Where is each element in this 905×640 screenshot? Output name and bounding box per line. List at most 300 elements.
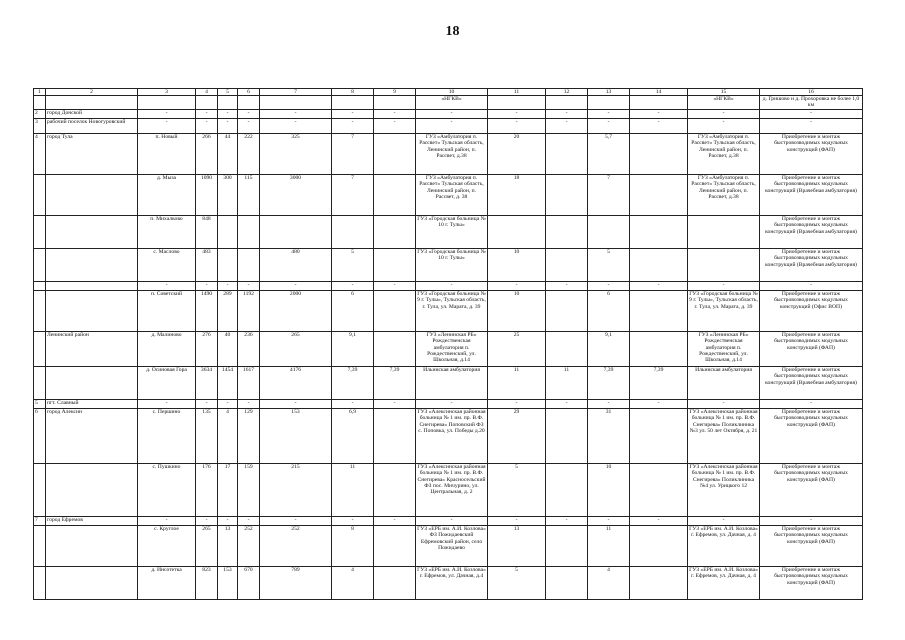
table-cell: 7,39 <box>374 367 416 400</box>
table-cell <box>34 526 46 567</box>
table-cell: ГУЗ «Ленинская РБ» Рождественская амбулатория п. Рождественский, ул. Школьная, д.14 <box>416 332 488 367</box>
table-cell: - <box>332 400 374 409</box>
table-cell: ГУЗ «Алексинская районная больница № 1 им. пр. В.Ф. Снегирева» Поликлиника №3 ул. 50 лет Октября, д. 21 <box>688 409 760 464</box>
table-cell <box>374 567 416 600</box>
table-cell <box>46 567 138 600</box>
table-cell: 9,1 <box>332 332 374 367</box>
table-cell: д. Осиновая Гора <box>138 367 196 400</box>
table-cell: «НГКВ» <box>416 96 488 110</box>
table-cell <box>546 526 588 567</box>
table-cell: 2 <box>34 110 46 119</box>
table-cell <box>546 464 588 517</box>
table-cell: - <box>588 282 630 291</box>
table-cell: 289 <box>218 291 238 332</box>
table-row <box>34 249 863 282</box>
table-cell: 789 <box>260 567 332 600</box>
table-cell: 3634 <box>196 367 218 400</box>
table-cell: - <box>196 282 218 291</box>
table-cell: - <box>630 110 688 119</box>
table-cell: 31 <box>588 409 630 464</box>
table-row <box>34 332 863 367</box>
table-cell <box>630 175 688 216</box>
table-cell: ГУЗ «Алексинская районная больница № 1 им. пр. В.Ф. Снегирева» Красносельский ФЗ пос. Мичурино, ул. Центральная, д. 2 <box>416 464 488 517</box>
table-cell: п. Советский <box>138 291 196 332</box>
table-cell: 265 <box>260 332 332 367</box>
column-number: 10 <box>416 89 488 96</box>
table-cell: - <box>588 517 630 526</box>
table-cell: 7 <box>588 175 630 216</box>
table-cell <box>546 134 588 175</box>
table-cell <box>196 96 218 110</box>
table-cell: - <box>138 119 196 134</box>
table-cell <box>46 464 138 517</box>
table-cell: Ильинская амбулатория <box>688 367 760 400</box>
table-cell: 29 <box>488 409 546 464</box>
table-cell: с. Першино <box>138 409 196 464</box>
table-cell: Приобретение и монтаж быстровозводимых модульных конструкций (Врачебная амбулатория) <box>760 175 863 216</box>
table-cell <box>588 216 630 249</box>
table-cell: ГУЗ «Городская больница № 10 г. Тулы» <box>416 216 488 249</box>
table-cell: - <box>196 119 218 134</box>
table-cell: - <box>196 517 218 526</box>
table-cell: - <box>588 400 630 409</box>
column-number: 5 <box>218 89 238 96</box>
table-row <box>34 291 863 332</box>
table-cell: - <box>760 110 863 119</box>
table-cell: Приобретение и монтаж быстровозводимых модульных конструкций (Врачебная амбулатория) <box>760 367 863 400</box>
table-cell: с. Круглое <box>138 526 196 567</box>
table-cell: 265 <box>196 526 218 567</box>
table-cell: - <box>546 517 588 526</box>
table-cell <box>374 216 416 249</box>
table-cell: 5 <box>488 464 546 517</box>
table-cell: Приобретение и монтаж быстровозводимых модульных конструкций (ФАП) <box>760 567 863 600</box>
table-cell: - <box>196 400 218 409</box>
table-cell: - <box>218 119 238 134</box>
table-cell: 20 <box>488 134 546 175</box>
table-cell: 5 <box>34 400 46 409</box>
table-cell: - <box>546 119 588 134</box>
table-cell: ГУЗ «Алексинская районная больница № 1 им. пр. В.Ф. Снегирева» Поповский ФЗ с. Поповка, ул. Победы д.20 <box>416 409 488 464</box>
table-cell <box>238 249 260 282</box>
table-cell: 4 <box>588 567 630 600</box>
table-cell: ГУЗ «ЕРБ им. А.И. Козлова» ФЗ Пожидаевский Ефремовский район, село Пожидаево <box>416 526 488 567</box>
table-cell: - <box>688 282 760 291</box>
table-cell <box>630 409 688 464</box>
table-cell: 135 <box>196 409 218 464</box>
table-cell: - <box>374 282 416 291</box>
table-cell: 4 <box>332 567 374 600</box>
table-cell: - <box>260 517 332 526</box>
table-cell <box>546 175 588 216</box>
table-cell: Ленинский район <box>46 332 138 367</box>
table-cell <box>34 567 46 600</box>
table-cell: 823 <box>196 567 218 600</box>
table-cell: 1192 <box>238 291 260 332</box>
table-cell: 115 <box>238 175 260 216</box>
table-cell: - <box>238 282 260 291</box>
table-cell: 2000 <box>260 291 332 332</box>
table-cell: 6 <box>588 291 630 332</box>
table-cell: - <box>238 119 260 134</box>
table-cell <box>34 282 46 291</box>
table-cell: - <box>332 110 374 119</box>
table-cell: Приобретение и монтаж быстровозводимых модульных конструкций (ФАП) <box>760 134 863 175</box>
table-cell: - <box>218 400 238 409</box>
table-cell <box>34 332 46 367</box>
table-cell: Приобретение и монтаж быстровозводимых модульных конструкций (ФАП) <box>760 464 863 517</box>
table-row <box>34 464 863 517</box>
table-cell: 848 <box>196 216 218 249</box>
table-cell: - <box>332 282 374 291</box>
table-cell: д. Малиново <box>138 332 196 367</box>
table-cell: 18 <box>488 175 546 216</box>
table-cell <box>34 175 46 216</box>
table-cell <box>46 249 138 282</box>
table-cell: 40 <box>218 332 238 367</box>
table-row <box>34 110 863 119</box>
table-cell: Приобретение и монтаж быстровозводимых модульных конструкций (ФАП) <box>760 409 863 464</box>
column-number: 14 <box>630 89 688 96</box>
table-cell <box>332 216 374 249</box>
table-cell: ГУЗ «ЕРБ им. А.И. Козлова» г. Ефремов, ул. Дачная, д.4 <box>416 567 488 600</box>
table-cell <box>46 96 138 110</box>
column-number: 15 <box>688 89 760 96</box>
table-cell: - <box>488 110 546 119</box>
column-number: 3 <box>138 89 196 96</box>
table-cell <box>546 291 588 332</box>
table-cell <box>46 367 138 400</box>
table-cell: - <box>630 400 688 409</box>
table-cell <box>218 249 238 282</box>
table-cell <box>34 464 46 517</box>
table-cell: 222 <box>238 134 260 175</box>
table-cell: ГУЗ «ЕРБ им. А.И. Козлова» г. Ефремов, ул. Дачная, д. 4 <box>688 567 760 600</box>
table-cell <box>630 567 688 600</box>
table-cell: - <box>218 517 238 526</box>
table-cell: с. Маслово <box>138 249 196 282</box>
table-cell: 325 <box>260 134 332 175</box>
table-cell <box>630 464 688 517</box>
table-cell <box>630 332 688 367</box>
table-row <box>34 175 863 216</box>
table-cell <box>34 96 46 110</box>
table-cell <box>374 291 416 332</box>
table-cell: Приобретение и монтаж быстровозводимых модульных конструкций (Врачебная амбулатория) <box>760 249 863 282</box>
column-number: 1 <box>34 89 46 96</box>
table-cell: - <box>688 517 760 526</box>
table-cell <box>374 526 416 567</box>
table-cell: 25 <box>488 332 546 367</box>
table-cell: 1490 <box>196 291 218 332</box>
table-cell: - <box>196 110 218 119</box>
table-row <box>34 96 863 110</box>
table-cell: 6 <box>332 291 374 332</box>
table-cell: 9,1 <box>588 332 630 367</box>
table-cell: город Ефремов <box>46 517 138 526</box>
table-cell: Приобретение и монтаж быстровозводимых модульных конструкций (Офис ВОП) <box>760 291 863 332</box>
table-cell: ГУЗ «Городская больница № 9 г. Тулы», Тульская область, г. Тула, ул. Марата, д. 39 <box>416 291 488 332</box>
table-cell: 266 <box>196 134 218 175</box>
table-cell: 6,9 <box>332 409 374 464</box>
table-row <box>34 526 863 567</box>
table-cell <box>34 367 46 400</box>
table-cell: 5 <box>332 249 374 282</box>
table-cell <box>46 291 138 332</box>
table-cell: 3000 <box>260 175 332 216</box>
table-cell: - <box>374 517 416 526</box>
table-cell <box>688 249 760 282</box>
table-cell: - <box>488 400 546 409</box>
table-cell: - <box>218 282 238 291</box>
table-cell: 10 <box>588 464 630 517</box>
table-cell: 44 <box>218 134 238 175</box>
column-number: 6 <box>238 89 260 96</box>
table-cell: - <box>416 282 488 291</box>
table-row <box>34 119 863 134</box>
table-cell <box>374 464 416 517</box>
table-cell: 5 <box>488 567 546 600</box>
table-cell: город Тула <box>46 134 138 175</box>
table-cell: - <box>588 119 630 134</box>
table-row <box>34 282 863 291</box>
table-cell <box>374 134 416 175</box>
table-row <box>34 367 863 400</box>
table-cell <box>46 216 138 249</box>
table-cell: - <box>260 400 332 409</box>
table-cell: - <box>238 400 260 409</box>
table-cell: 670 <box>238 567 260 600</box>
table-cell <box>374 175 416 216</box>
table-cell: 4 <box>34 134 46 175</box>
table-row <box>34 216 863 249</box>
table-cell: 3 <box>34 119 46 134</box>
table-cell <box>546 409 588 464</box>
table-row <box>34 517 863 526</box>
table-cell <box>46 282 138 291</box>
table-cell: 4176 <box>260 367 332 400</box>
table-cell: 159 <box>238 464 260 517</box>
table-row <box>34 567 863 600</box>
table-cell: ГУЗ «Амбулатория п. Рассвет» Тульская область, Ленинский район, п. Рассвет, д.38 <box>416 134 488 175</box>
table-cell: 11 <box>546 367 588 400</box>
table-cell: 13 <box>218 526 238 567</box>
table-cell <box>218 216 238 249</box>
table-cell: д. Гришово и д. Прохоровка не более 1,0 км <box>760 96 863 110</box>
table-cell: 129 <box>238 409 260 464</box>
table-cell: - <box>488 517 546 526</box>
table-cell: 300 <box>218 175 238 216</box>
table-cell: - <box>260 282 332 291</box>
table-cell: 17 <box>218 464 238 517</box>
table-cell <box>630 96 688 110</box>
table-cell: 480 <box>260 249 332 282</box>
table-cell: город Алексин <box>46 409 138 464</box>
header-row <box>34 89 863 96</box>
table-cell <box>546 567 588 600</box>
table-cell: - <box>760 400 863 409</box>
table-cell: - <box>416 119 488 134</box>
table-cell <box>546 249 588 282</box>
table-cell: д. Инсотетка <box>138 567 196 600</box>
table-cell: - <box>138 400 196 409</box>
table-cell: 153 <box>260 409 332 464</box>
table-cell: Приобретение и монтаж быстровозводимых модульных конструкций (Врачебная амбулатория) <box>760 216 863 249</box>
table-cell: 7,39 <box>332 367 374 400</box>
table-cell: 252 <box>260 526 332 567</box>
page-number: 18 <box>445 24 460 39</box>
table-cell: 276 <box>196 332 218 367</box>
table-cell: 11 <box>332 464 374 517</box>
column-number: 11 <box>488 89 546 96</box>
table-cell: 7 <box>34 517 46 526</box>
table-cell <box>630 134 688 175</box>
column-number: 8 <box>332 89 374 96</box>
table-cell: 8 <box>332 526 374 567</box>
table-cell: ГУЗ «Амбулатория п. Рассвет» Тульская область, Ленинский район, п. Рассвет, д.38 <box>688 134 760 175</box>
table-cell: - <box>138 110 196 119</box>
table-cell: с. Пушкино <box>138 464 196 517</box>
table-cell: - <box>138 517 196 526</box>
table-cell: п. Новый <box>138 134 196 175</box>
column-number: 16 <box>760 89 863 96</box>
table-cell: ГУЗ «Амбулатория п. Рассвет» Тульская область, Ленинский район, п. Рассвет, д. 38 <box>416 175 488 216</box>
table-cell: 483 <box>196 249 218 282</box>
table-cell: - <box>138 282 196 291</box>
table-cell: 6 <box>34 409 46 464</box>
table-cell: 5,7 <box>588 134 630 175</box>
table-cell: 1617 <box>238 367 260 400</box>
table-cell <box>630 216 688 249</box>
table-cell: 4 <box>218 409 238 464</box>
table-cell: - <box>630 119 688 134</box>
table-cell: п. Михалково <box>138 216 196 249</box>
table-cell <box>374 96 416 110</box>
table-cell: д. Мыза <box>138 175 196 216</box>
table-cell: пгт. Славный <box>46 400 138 409</box>
table-cell <box>630 526 688 567</box>
table-cell: - <box>546 282 588 291</box>
table-cell: - <box>238 110 260 119</box>
table-cell: ГУЗ «ЕРБ им. А.И. Козлова» г. Ефремов, ул. Дачная, д. 4 <box>688 526 760 567</box>
table-cell <box>546 332 588 367</box>
table-cell: 252 <box>238 526 260 567</box>
table-cell: - <box>332 517 374 526</box>
table-cell: - <box>374 110 416 119</box>
table-cell: 215 <box>260 464 332 517</box>
table-cell <box>34 216 46 249</box>
column-number: 13 <box>588 89 630 96</box>
table-cell: - <box>488 282 546 291</box>
table-cell <box>138 96 196 110</box>
table-cell <box>630 249 688 282</box>
table-cell: 7 <box>332 134 374 175</box>
table-cell: - <box>238 517 260 526</box>
table-cell <box>546 96 588 110</box>
column-number: 12 <box>546 89 588 96</box>
table-cell <box>588 96 630 110</box>
table-cell <box>238 96 260 110</box>
table-cell: 7,39 <box>588 367 630 400</box>
table-cell: ГУЗ «Алексинская районная больница № 1 им. пр. В.Ф. Снегирева» Поликлиника №4 ул. Урицкого 12 <box>688 464 760 517</box>
table-cell: 153 <box>218 567 238 600</box>
table-cell: ГУЗ «Городская больница № 9 г. Тулы», Тульская область, г. Тула, ул. Марата, д. 39 <box>688 291 760 332</box>
table-cell: - <box>630 282 688 291</box>
table-cell <box>34 249 46 282</box>
table-cell <box>488 96 546 110</box>
table-row <box>34 409 863 464</box>
table-cell: - <box>760 517 863 526</box>
table-cell: 11 <box>588 526 630 567</box>
table-cell <box>546 216 588 249</box>
table-cell <box>488 216 546 249</box>
table-cell: 236 <box>238 332 260 367</box>
table-cell: - <box>332 119 374 134</box>
table-cell <box>374 409 416 464</box>
table-cell: - <box>588 110 630 119</box>
table-cell: ГУЗ «Амбулатория п. Рассвет» Тульская область, Ленинский район, п. Рассвет, д.38 <box>688 175 760 216</box>
table-cell <box>332 96 374 110</box>
table-cell: - <box>416 110 488 119</box>
table-cell <box>46 526 138 567</box>
table-cell: - <box>688 110 760 119</box>
table-cell: 7,39 <box>630 367 688 400</box>
table-cell <box>260 216 332 249</box>
table-cell <box>688 216 760 249</box>
data-table <box>33 88 863 600</box>
column-number: 4 <box>196 89 218 96</box>
table-cell: - <box>416 400 488 409</box>
table-cell: город Донской <box>46 110 138 119</box>
table-cell: - <box>760 119 863 134</box>
table-cell: - <box>260 110 332 119</box>
table-cell: 1454 <box>218 367 238 400</box>
column-number: 2 <box>46 89 138 96</box>
table-cell <box>46 175 138 216</box>
table-cell: - <box>630 517 688 526</box>
table-cell <box>34 291 46 332</box>
table-cell <box>374 332 416 367</box>
table-cell: ГУЗ «Городская больница № 10 г. Тулы» <box>416 249 488 282</box>
table-cell <box>218 96 238 110</box>
table-cell: Ильинская амбулатория <box>416 367 488 400</box>
table-cell <box>260 96 332 110</box>
table-cell: Приобретение и монтаж быстровозводимых модульных конструкций (ФАП) <box>760 526 863 567</box>
table-cell: Приобретение и монтаж быстровозводимых модульных конструкций (ФАП) <box>760 332 863 367</box>
table-cell: 10 <box>488 291 546 332</box>
column-number: 7 <box>260 89 332 96</box>
table-cell: 1090 <box>196 175 218 216</box>
table-cell: 176 <box>196 464 218 517</box>
table-cell <box>374 249 416 282</box>
table-cell: - <box>416 517 488 526</box>
table-cell: рабочий поселок Новогуровский <box>46 119 138 134</box>
table-row <box>34 400 863 409</box>
table-cell: «НГКВ» <box>688 96 760 110</box>
table-cell <box>630 291 688 332</box>
table-cell: - <box>374 119 416 134</box>
column-number: 9 <box>374 89 416 96</box>
table-cell: 11 <box>488 367 546 400</box>
table-cell: - <box>546 110 588 119</box>
table-cell: - <box>760 282 863 291</box>
table-cell: 7 <box>332 175 374 216</box>
table-cell: - <box>546 400 588 409</box>
table-row <box>34 134 863 175</box>
table-cell: - <box>260 119 332 134</box>
table-cell: 5 <box>588 249 630 282</box>
table-cell: - <box>488 119 546 134</box>
